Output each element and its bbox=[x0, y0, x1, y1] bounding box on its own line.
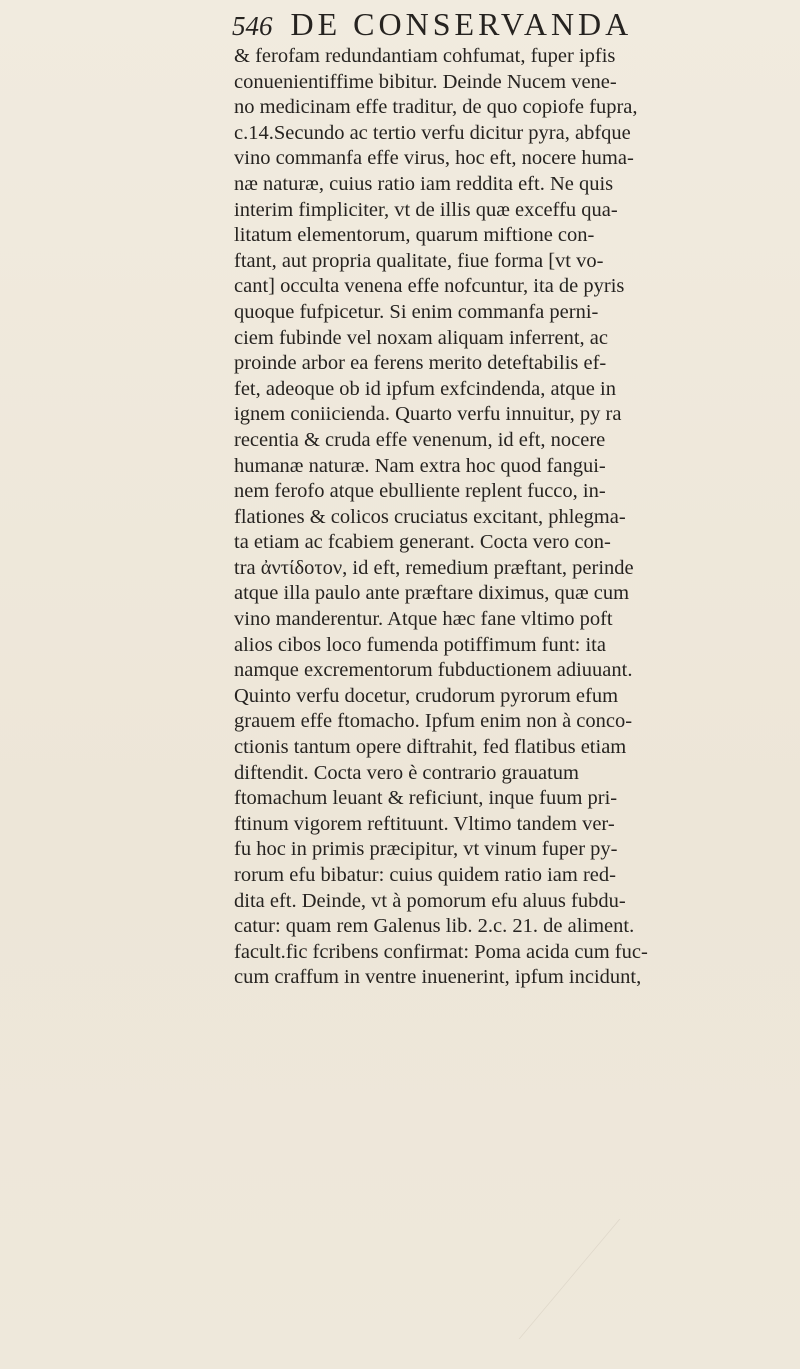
text-line: quoque fufpicetur. Si enim commanfa perni- bbox=[234, 300, 599, 323]
text-line: interim fimpliciter, vt de illis quæ exceffu qua- bbox=[234, 198, 618, 221]
text-line: litatum elementorum, quarum miftione con- bbox=[234, 224, 595, 247]
text-line: proinde arbor ea ferens merito deteftabilis ef- bbox=[234, 352, 607, 375]
body-text bbox=[234, 44, 794, 991]
text-line: næ naturæ, cuius ratio iam reddita eft. Ne quis bbox=[234, 172, 614, 195]
text-line: diftendit. Cocta vero è contrario grauatum bbox=[234, 761, 579, 784]
text-line: & ferofam redundantiam cohfumat, fuper ipfis bbox=[234, 45, 616, 67]
page-number: 546 bbox=[232, 11, 273, 41]
text-line: c.14.Secundo ac tertio verfu dicitur pyra, abfque bbox=[234, 121, 631, 144]
text-line: vino commanfa effe virus, hoc eft, nocere huma- bbox=[234, 147, 634, 170]
paper-fold-mark bbox=[519, 1219, 800, 1339]
text-line: ftant, aut propria qualitate, fiue forma [vt vo- bbox=[234, 249, 604, 272]
running-title: DE CONSERVANDA bbox=[290, 6, 633, 42]
text-line: alios cibos loco fumenda potiffimum funt: ita bbox=[234, 633, 606, 656]
text-line: recentia & cruda effe venenum, id eft, nocere bbox=[234, 428, 606, 451]
text-line: grauem effe ftomacho. Ipfum enim non à conco- bbox=[234, 710, 633, 733]
text-line: Quinto verfu docetur, crudorum pyrorum efum bbox=[234, 684, 619, 707]
text-line: tra ἀντίδοτον, id eft, remedium præftant, perinde bbox=[234, 556, 634, 579]
text-line: namque excrementorum fubductionem adiuuant. bbox=[234, 659, 633, 682]
text-line: ftomachum leuant & reficiunt, inque fuum pri- bbox=[234, 787, 618, 810]
text-line: flationes & colicos cruciatus excitant, phlegma- bbox=[234, 505, 626, 528]
text-line: facult.fic fcribens confirmat: Poma acida cum fuc- bbox=[234, 940, 648, 963]
text-line: dita eft. Deinde, vt à pomorum efu aluus fubdu- bbox=[234, 889, 626, 912]
text-line: fet, adeoque ob id ipfum exfcindenda, atque in bbox=[234, 377, 616, 400]
text-line: cant] occulta venena effe nofcuntur, ita de pyris bbox=[234, 275, 625, 298]
page-header bbox=[232, 6, 632, 43]
text-line: no medicinam effe traditur, de quo copiofe fupra, bbox=[234, 96, 638, 119]
text-line: catur: quam rem Galenus lib. 2.c. 21. de aliment. bbox=[234, 915, 635, 938]
text-line: humanæ naturæ. Nam extra hoc quod fangui- bbox=[234, 454, 606, 477]
text-line: vino manderentur. Atque hæc fane vltimo poft bbox=[234, 608, 613, 631]
text-line: conuenientiffime bibitur. Deinde Nucem vene- bbox=[234, 70, 617, 93]
text-line: fu hoc in primis præcipitur, vt vinum fuper py- bbox=[234, 838, 618, 861]
text-line: ta etiam ac fcabiem generant. Cocta vero con- bbox=[234, 531, 611, 554]
text-line: ctionis tantum opere diftrahit, fed flatibus etiam bbox=[234, 736, 627, 759]
text-line: ciem fubinde vel noxam aliquam inferrent, ac bbox=[234, 326, 608, 349]
text-line: atque illa paulo ante præftare diximus, quæ cum bbox=[234, 582, 630, 605]
text-line: cum craffum in ventre inuenerint, ipfum incidunt, bbox=[234, 966, 642, 989]
text-line: ignem coniicienda. Quarto verfu innuitur, py ra bbox=[234, 403, 622, 426]
text-line: rorum efu bibatur: cuius quidem ratio iam red- bbox=[234, 864, 616, 886]
text-line: nem ferofo atque ebulliente replent fucco, in- bbox=[234, 480, 606, 503]
text-line: ftinum vigorem reftituunt. Vltimo tandem ver- bbox=[234, 812, 615, 835]
